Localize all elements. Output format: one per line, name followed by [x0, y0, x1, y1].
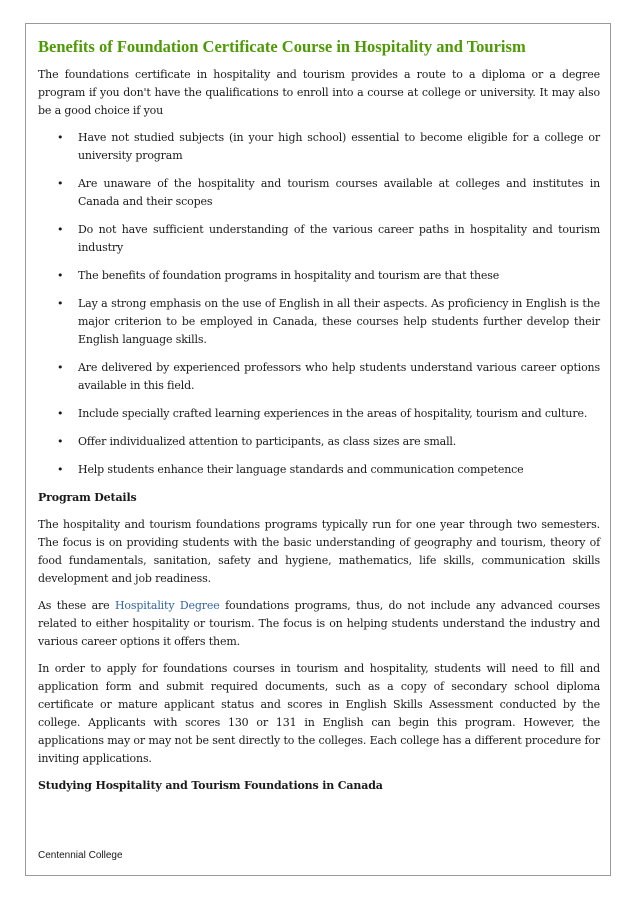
list-item: • Offer individualized attention to participants, as class sizes are small. [38, 433, 600, 451]
list-item: • Have not studied subjects (in your high school) essential to become eligible for a college or university program [57, 131, 600, 162]
bullet-icon: • [57, 407, 64, 420]
bullet-icon: • [57, 435, 64, 448]
intro-paragraph: The foundations certificate in hospitality and tourism provides a route to a diploma or a degree program if you don't have the qualifications to enroll into a course at college or university. It may also be a good choice if you [38, 68, 600, 117]
program-details-heading: Program Details [38, 491, 137, 504]
benefits-list [38, 129, 600, 479]
program-details-paragraph-3: In order to apply for foundations courses in tourism and hospitality, students will need to fill and application form and submit required documents, such as a copy of secondary school diploma certificate or mature applicant status and scores in English Skills Assessment conducted by the college. Applicants with scores 130 or 131 in English can begin this program. However, the applications may or may not be sent directly to the colleges. Each college has a different procedure for inviting applications. [38, 662, 600, 765]
studying-heading: Studying Hospitality and Tourism Foundations in Canada [38, 779, 383, 792]
bullet-icon: • [57, 223, 64, 236]
program-details-paragraph-1: The hospitality and tourism foundations programs typically run for one year through two semesters. The focus is on providing students with the basic understanding of geography and tourism, theory of food fundamentals, sanitation, safety and hygiene, mathematics, life skills, communication skills development and job readiness. [38, 518, 600, 585]
list-item: • The benefits of foundation programs in hospitality and tourism are that these [38, 267, 600, 285]
document-title: Benefits of Foundation Certificate Course in Hospitality and Tourism [38, 37, 526, 56]
list-item: • Lay a strong emphasis on the use of English in all their aspects. As proficiency in English is the major criterion to be employed in Canada, these courses help students further develop their English language skills. [57, 297, 600, 346]
bullet-icon: • [57, 361, 64, 374]
bullet-icon: • [57, 177, 64, 190]
list-item: • Help students enhance their language standards and communication competence [38, 461, 600, 479]
document-body [38, 36, 600, 804]
list-item: • Are unaware of the hospitality and tourism courses available at colleges and institutes in Canada and their scopes [57, 177, 600, 208]
footer-text: Centennial College [38, 850, 123, 861]
bullet-icon: • [57, 463, 64, 476]
bullet-icon: • [57, 269, 64, 282]
hospitality-degree-link[interactable]: Hospitality Degree [114, 599, 220, 612]
program-details-paragraph-2: As these are Hospitality Degree foundations programs, thus, do not include any advanced courses related to either hospitality or tourism. The focus is on helping students understand the industry and various career options it offers them. [38, 599, 601, 648]
list-item: • Are delivered by experienced professors who help students understand various career options available in this field. [57, 361, 600, 392]
list-item: • Do not have sufficient understanding of the various career paths in hospitality and tourism industry [57, 223, 600, 254]
bullet-icon: • [57, 297, 64, 310]
bullet-icon: • [57, 131, 64, 144]
list-item: • Include specially crafted learning experiences in the areas of hospitality, tourism and culture. [38, 405, 600, 423]
